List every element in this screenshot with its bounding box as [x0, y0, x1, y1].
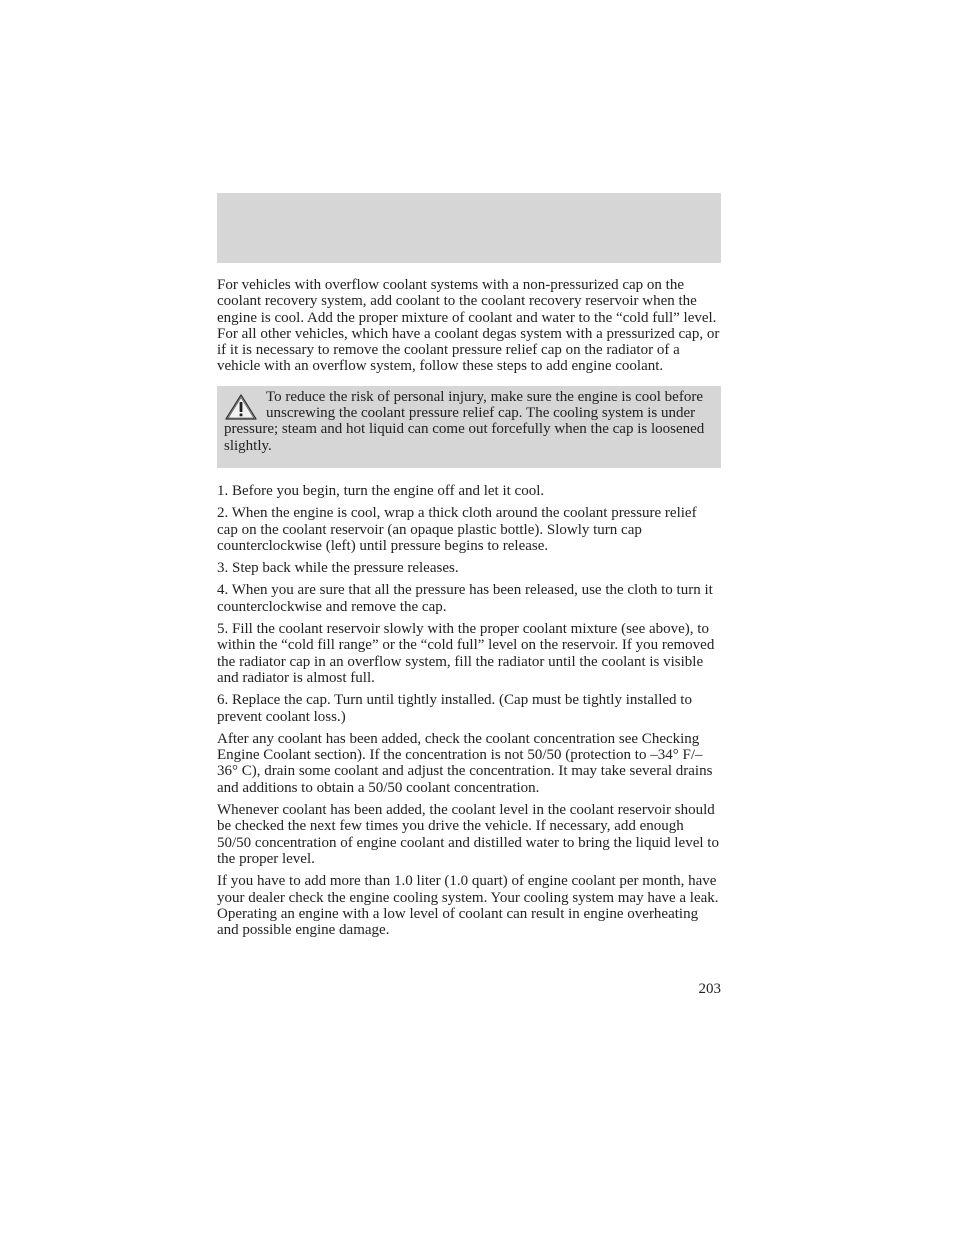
- warning-box: [217, 386, 721, 468]
- section-header-band: [217, 193, 721, 263]
- intro-paragraph: For vehicles with overflow coolant systems with a non-pressurized cap on the coolant recovery system, add coolant to the coolant recovery reservoir when the engine is cool. Add the proper mixture of coolant and water to the “cold full” level. For all other vehicles, which have a coolant degas system with a pressurized cap, or if it is necessary to remove the coolant pressure relief cap on the radiator of a vehicle with an overflow system, follow these steps to add engine coolant.: [217, 277, 720, 375]
- warning-triangle-icon: [224, 393, 258, 421]
- page-number: 203: [698, 981, 721, 997]
- leak-paragraph: If you have to add more than 1.0 liter (1.0 quart) of engine coolant per month, have your dealer check the engine cooling system. Your cooling system may have a leak. Operating an engine with a low level of coolant can result in engine overheating and possible engine damage.: [217, 873, 719, 939]
- concentration-paragraph: After any coolant has been added, check the coolant concentration see Checking Engine Coolant section). If the concentration is not 50/50 (protection to –34° F/–36° C), drain some coolant and adjust the concentration. It may take several drains and additions to obtain a 50/50 coolant concentration.: [217, 730, 713, 796]
- step-6: 6. Replace the cap. Turn until tightly installed. (Cap must be tightly installed to prevent coolant loss.): [217, 692, 692, 725]
- coolant-check-paragraph: Whenever coolant has been added, the coolant level in the coolant reservoir should be checked the next few times you drive the vehicle. If necessary, add enough 50/50 concentration of engine coolant and distilled water to bring the liquid level to the proper level.: [217, 802, 719, 867]
- step-2: 2. When the engine is cool, wrap a thick cloth around the coolant pressure relief cap on the coolant reservoir (an opaque plastic bottle). Slowly turn cap counterclockwise (left) until pressure begins to release.: [217, 505, 697, 554]
- step-5: 5. Fill the coolant reservoir slowly with the proper coolant mixture (see above), to within the “cold fill range” or the “cold full” level on the reservoir. If you removed the radiator cap in an overflow system, fill the radiator until the coolant is visible and radiator is almost full.: [217, 621, 715, 686]
- page-content: [217, 277, 721, 944]
- step-3: 3. Step back while the pressure releases.: [217, 560, 459, 577]
- warning-text: To reduce the risk of personal injury, make sure the engine is cool before unscrewing the coolant pressure relief cap. The cooling system is under pressure; steam and hot liquid can come out forcefully when the cap is loosened slightly.: [224, 388, 705, 454]
- step-4: 4. When you are sure that all the pressure has been released, use the cloth to turn it counterclockwise and remove the cap.: [217, 582, 713, 615]
- step-1: 1. Before you begin, turn the engine off and let it cool.: [217, 482, 545, 499]
